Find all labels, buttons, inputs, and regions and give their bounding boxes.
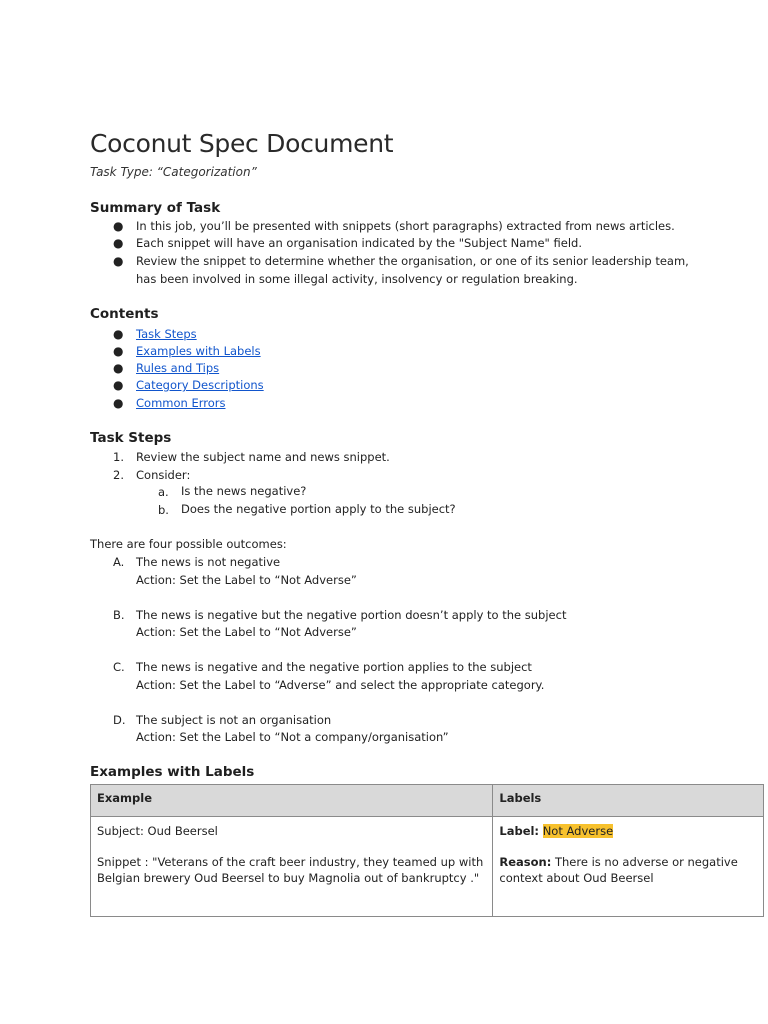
bullet-icon: ● [113,254,124,268]
toc-link-errors[interactable]: Common Errors [136,396,226,410]
label-line [499,823,757,839]
examples-heading: Examples with Labels [90,764,255,780]
bullet-icon: ● [113,396,124,410]
example-subject: Subject: Oud Beersel [97,824,218,838]
outcome-text: The news is negative but the negative portion doesn’t apply to the subject [136,608,567,622]
reason-line [499,854,757,886]
toc-link-rules[interactable]: Rules and Tips [136,361,220,375]
outcome-text: The news is not negative [136,555,281,569]
column-header-labels: Labels [493,785,764,817]
examples-table [90,784,764,917]
task-type: Task Type: “Categorization” [90,165,257,179]
contents-heading: Contents [90,306,159,322]
outcome-letter: D. [113,713,126,727]
table-row [91,817,764,917]
outcome-letter: C. [113,660,125,674]
reason-prefix: Reason: [499,855,552,869]
outcome-action: Action: Set the Label to “Not a company/organisation” [136,730,449,744]
outcome-text: The subject is not an organisation [136,713,332,727]
column-header-example: Example [91,785,493,817]
outcomes-intro: There are four possible outcomes: [90,537,287,551]
example-cell [91,817,493,917]
substep-text: Does the negative portion apply to the subject? [181,502,456,516]
document-title: Coconut Spec Document [90,129,394,158]
bullet-icon: ● [113,344,124,358]
substep-letter: a. [158,485,169,499]
summary-bullet-continuation: has been involved in some illegal activity, insolvency or regulation breaking. [136,272,578,286]
outcome-text: The news is negative and the negative portion applies to the subject [136,660,532,674]
substep-text: Is the news negative? [181,484,307,498]
toc-link-categories[interactable]: Category Descriptions [136,378,264,392]
task-steps-heading: Task Steps [90,430,172,446]
label-value-highlighted: Not Adverse [542,824,614,838]
outcome-letter: B. [113,608,125,622]
bullet-icon: ● [113,219,124,233]
substep-letter: b. [158,503,169,517]
reason-text: There is no adverse or negative context about Oud Beersel [499,855,738,885]
step-text: Review the subject name and news snippet. [136,450,390,464]
step-number: 1. [113,450,124,464]
bullet-icon: ● [113,361,124,375]
outcome-action: Action: Set the Label to “Not Adverse” [136,573,357,587]
example-snippet: Snippet : "Veterans of the craft beer industry, they teamed up with Belgian brewery Oud Beersel to buy Magnolia out of bankruptcy ." [97,855,484,885]
outcome-letter: A. [113,555,125,569]
summary-heading: Summary of Task [90,200,221,216]
labels-cell [493,817,764,917]
toc-link-task-steps[interactable]: Task Steps [136,327,197,341]
summary-bullet: Review the snippet to determine whether the organisation, or one of its senior leadership team, [136,254,689,268]
summary-bullet: Each snippet will have an organisation indicated by the "Subject Name" field. [136,236,582,250]
table-header-row [91,785,764,817]
bullet-icon: ● [113,378,124,392]
summary-bullet: In this job, you’ll be presented with snippets (short paragraphs) extracted from news articles. [136,219,675,233]
step-number: 2. [113,468,124,482]
bullet-icon: ● [113,327,124,341]
outcome-action: Action: Set the Label to “Not Adverse” [136,625,357,639]
outcome-action: Action: Set the Label to “Adverse” and select the appropriate category. [136,678,545,692]
step-text: Consider: [136,468,191,482]
bullet-icon: ● [113,236,124,250]
label-prefix: Label: [499,824,540,838]
toc-link-examples[interactable]: Examples with Labels [136,344,261,358]
